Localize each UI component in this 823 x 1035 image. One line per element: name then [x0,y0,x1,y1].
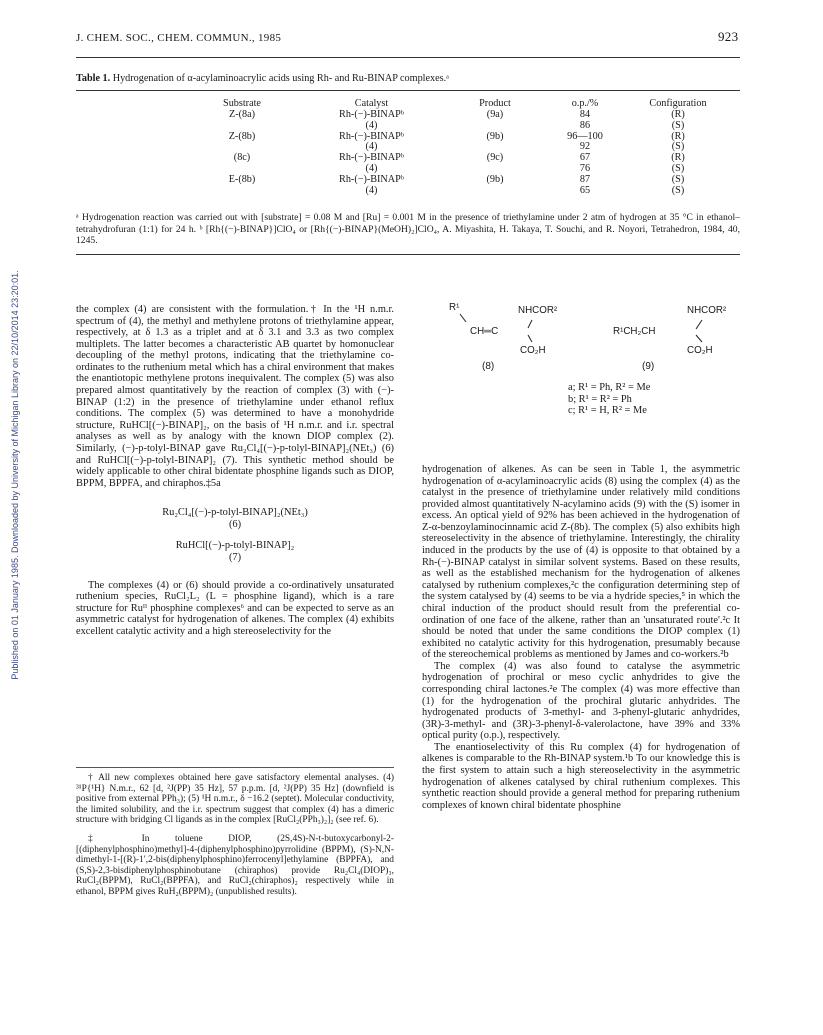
table-caption [76,73,449,84]
table-row [190,142,727,153]
table-top-rule [76,90,740,91]
right-column [422,464,740,811]
formula-7-label: (7) [228,551,242,563]
table-cell: (9b) [486,130,504,142]
table-cell: (9a) [486,109,504,120]
table-cell [449,121,541,132]
table-cell: E-(8b) [228,173,256,185]
table-cell: 76 [579,162,591,174]
body-paragraph: The enantioselectivity of this Ru complex (4) for hydrogenation of alkenes is comparable to the Rh-BINAP system.¹b To our knowledge this is the first system to attain such a high stereoselectivity in the asymmetric hydrogenation of alkenes catalysed by chiral ruthenium complexes. This synthetic reaction should provide a general method for preparing ruthenium complexes of known chiral bidentate phosphine [422,741,740,811]
body-paragraph: the complex (4) are consistent with the formulation.† In the ¹H n.m.r. spectrum of (4), the methyl and methylene protons of triethylamine appear, respectively, at δ 1.3 as a triplet and at δ 3.1 and 3.3 as two complex multiplets. The latter becomes a characteristic AB quartet by homonuclear decoupling of the methyl protons, indicating that the triethylamine co-ordinates to the ruthenium metal which has a chiral environment that makes the enantiotopic methylene protons inequivalent. The complex (5) was also prepared almost quantitatively by the reaction of complex (3) with (−)-BINAP (1:2) in the presence of triethylamine under ethanol reflux conditions. The complex (5) was determined to have a monohydride structure, RuHCl[(−)-BINAP]₂, on the basis of ¹H n.m.r. and i.r. spectral analyses as well as by analogy with the known DIOP complex (2). Similarly, (−)-p-tolyl-BINAP gave Ru₂Cl₄[(−)-p-tolyl-BINAP]₂(NEt₃) (6) and RuHCl[(−)-p-tolyl-BINAP]₂ (7). This synthetic method should be widely applicable to other chiral bidentate phosphine ligands such as DIOP, BPPM, BPPFA, and chiraphos.‡5a [76,304,394,489]
table-cell: (4) [365,141,378,153]
table-cell: (9b) [486,173,504,185]
table-row [190,132,727,143]
legend-item: c; R¹ = H, R² = Me [568,405,647,416]
formula-6: Ru₂Cl₄[(−)-p-tolyl-BINAP]₂(NEt₃) [162,507,308,519]
compound-label-8: (8) [482,361,495,372]
footnote-rule [76,767,394,768]
formula-6-label: (6) [228,518,242,530]
table-cell: (R) [671,130,685,142]
table-cell: Rh-(−)-BINAPᵇ [339,130,404,142]
alkene-group-8: CH═C [470,326,499,337]
table-bottom-rule [76,254,740,255]
footnote-dagger: † All new complexes obtained here gave satisfactory elemental analyses. (4) ³¹P{¹H} N.m.r., 62 [d, ²J(PP) 35 Hz], 57 p.p.m. [d, ²J(PP) 35 Hz] (downfield is positive from external PPh₃); (5) ¹H n.m.r., δ −16.2 (septet). Molecular conductivity, the limited solubility, and the i.r. spectrum suggest that complex (4) has a dimeric structure with bridging Cl ligands as in the complex [RuCl₂(PPh₃)₂]₂ (see ref. 6). [76,773,394,826]
footnote-double-dagger: ‡ In toluene DIOP, (2S,4S)-N-t-butoxycarbonyl-2-[(diphenylphosphino)methyl]-4-(diphenylphosphino)pyrrolidine (BPPM), (S)-N,N-dimethyl-1-[(R)-1′,2-bis(diphenylphosphino)ferrocenyl]ethylamine (BPPFA), and (S,S)-2,3-bisdiphenylphosphinobutane (chiraphos) provide Ru₂Cl₄(DIOP)₃, RuCl₂(BPPM), RuCl₂(BPPFA), and RuCl₂(chiraphos)₂ respectively while in ethanol, BPPM gives RuH₂(BPPM)₂ (unpublished results). [76,833,394,897]
table-cell: (S) [671,162,685,174]
journal-header: J. CHEM. SOC., CHEM. COMMUN., 1985 [76,32,282,44]
left-column [76,304,394,637]
nhcor-group-9: NHCOR² [687,305,727,316]
body-paragraph: The complexes (4) or (6) should provide a co-ordinatively unsaturated ruthenium species, RuCl₂L₂ (L = phosphine ligand), which is a rare structure for Ruᴵᴵ phosphine complexes⁶ and can be expected to serve as an asymmetric catalyst for hydrogenation of alkenes. The complex (4) exhibits excellent catalytic activity and a high stereoselectivity for the [76,579,394,637]
table-cell: (4) [365,184,378,196]
co2h-group-8: CO₂H [520,345,546,356]
table-cell: (S) [671,173,685,185]
formula-7: RuHCl[(−)-p-tolyl-BINAP]₂ [175,540,295,552]
page-number: 923 [718,29,739,44]
table-cell: Rh-(−)-BINAPᵇ [339,109,404,120]
table-cell: (8c) [233,152,251,164]
table-cell: (R) [671,152,685,164]
table-cell: Rh-(−)-BINAPᵇ [339,173,404,185]
legend-item: b; R¹ = R² = Ph [568,393,632,405]
table-row [190,121,727,132]
nhcor-group-8: NHCOR² [518,305,558,316]
table-caption-text: Hydrogenation of α-acylaminoacrylic acids using Rh- and Ru-BINAP complexes.ᵃ [112,73,449,84]
table-label: Table 1. [76,73,111,84]
table-row [190,175,727,186]
results-table [190,96,727,196]
table-cell: Z-(8a) [228,109,256,120]
table-cell: Rh-(−)-BINAPᵇ [339,152,404,164]
table-cell [190,121,294,132]
body-paragraph: hydrogenation of alkenes. As can be seen in Table 1, the asymmetric hydrogenation of α-acylaminoacrylic acids (8) using the complex (4) as the catalyst in the presence of triethylamine under relatively mild conditions provided almost quantitatively N-acylamino acids (9) with the (S) isomer in excess. An optical yield of 92% has been achieved in the hydrogenation of Z-α-benzoylaminocinnamic acid Z-(8b). The complex (5) also exhibits high stereoselectivity in the absence of triethylamine. Interestingly, the chirality induced in the products by the use of (4) is opposite to that obtained by a Rh-(−)-BINAP catalyst in similar solvent systems. Based on these results, as well as the established mechanism for the hydrogenation of alkenes catalysed by ruthenium complexes,²c the configuration determining step of the system catalysed by (4) seems to be via a hydride species,⁵ in which the chiral induction of the product should result from the preferential co-ordination of one face of the alkene, rather than an 'unsaturated route'.²c It should be noted that under the same conditions the DIOP complex (1) exhibited no catalytic activity for this hydrogenation, presumably because of the stereochemical problems as mentioned by James and co-workers.²b [422,464,740,661]
table-cell [449,186,541,197]
table-footnote: ᵃ Hydrogenation reaction was carried out with [substrate] = 0.08 M and [Ru] = 0.001 M in the presence of triethylamine under 2 atm of hydrogen at 35 °C in ethanol–tetrahydrofuran (1:1) for 24 h. ᵇ [Rh{(−)-BINAP}]ClO₄ or [Rh{(−)-BINAP}(MeOH)₂]ClO₄, A. Miyashita, H. Takaya, T. Souchi, and R. Noyori, Tetrahedron, 1984, 40, 1245. [76,212,740,246]
col-header: Catalyst [354,97,389,109]
table-row [190,164,727,175]
body-paragraph: The complex (4) was also found to catalyse the asymmetric hydrogenation of prochiral or meso cyclic anhydrides to give the corresponding chiral lactones.²e The complex (4) was more effective than (1) for the hydrogenation of the prochiral glutaric anhydrides. The hydrogenated products of 3-methyl- and 3-phenyl-glutaric anhydrides, (3R)-3-methyl- and (3R)-3-phenyl-δ-valerolactone, have 39% and 33% optical purity (o.p.), respectively. [422,660,740,742]
table-cell: (4) [365,162,378,174]
r1-group-8: R¹ [449,302,460,313]
table-cell: (R) [671,109,685,120]
table-cell: 65 [579,184,591,196]
table-row [190,110,727,121]
compound-label-9: (9) [642,361,655,372]
download-watermark: Published on 01 January 1985. Downloaded by University of Michigan Library on 22/10/2014 23:20:01. [10,270,20,680]
table-cell: (S) [671,184,685,196]
table-cell [190,186,294,197]
co2h-group-9: CO₂H [687,345,713,356]
table-cell: (S) [671,141,685,153]
table-row [190,153,727,164]
substituent-legend [568,382,650,417]
table-cell: 86 [579,119,591,131]
table-cell: 67 [579,152,591,164]
table-cell: 84 [579,109,591,120]
legend-item: a; R¹ = Ph, R² = Me [568,382,651,393]
table-cell: 96—100 [567,130,603,142]
col-header: Product [479,97,511,109]
col-header: Substrate [223,97,261,109]
col-header: Configuration [649,97,707,109]
table-cell: 87 [579,173,591,185]
footnotes [76,773,394,898]
col-header: o.p./% [571,97,599,109]
table-cell: (9c) [486,152,504,164]
header-rule [76,57,740,58]
table-cell: (4) [365,119,378,131]
table-header-row [190,96,727,110]
table-cell: Z-(8b) [228,130,256,142]
table-cell: (S) [671,119,685,131]
table-cell: 92 [579,141,591,153]
table-row [190,186,727,197]
alkyl-group-9: R¹CH₂CH [613,326,656,337]
